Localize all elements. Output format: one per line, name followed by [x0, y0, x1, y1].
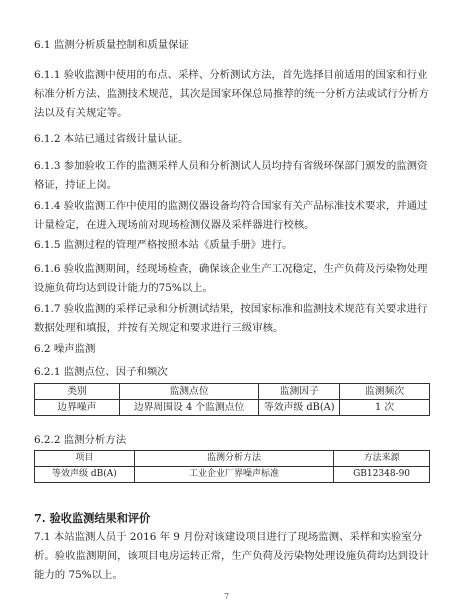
analysis-method-table — [34, 450, 430, 483]
paragraph-6-1-3: 6.1.3 参加验收工作的监测采样人员和分析测试人员均持有省级环保部门颁发的监测资格证，持证上岗。 — [34, 160, 428, 191]
section-6-1-title: 6.1 监测分析质量控制和质量保证 — [34, 39, 189, 51]
section-6-2-title: 6.2 噪声监测 — [34, 343, 96, 355]
paragraph-6-1-4: 6.1.4 验收监测工作中使用的监测仪器设备均符合国家有关产品标准技术要求，并通过计量检定，在进入现场前对现场检测仪器及采样器进行校核。 — [34, 200, 428, 231]
table-cell: 等效声级 dB(A) — [259, 400, 340, 416]
monitoring-points-table — [34, 383, 430, 416]
table-header-row — [35, 384, 430, 400]
paragraph-6-1-7: 6.1.7 验收监测的采样记录和分析测试结果，按国家标准和监测技术规范有关要求进行数据处理和填报，并按有关规定和要求进行三级审核。 — [34, 303, 428, 334]
paragraph-6-1-6: 6.1.6 验收监测期间，经现场检查，确保该企业生产工况稳定，生产负荷及污染物处理设施负荷均达到设计能力的75%以上。 — [34, 263, 428, 294]
table-cell: 1 次 — [340, 400, 430, 416]
table-row — [35, 467, 430, 483]
paragraph-6-1-5: 6.1.5 监测过程的管理严格按照本站《质量手册》进行。 — [34, 239, 293, 251]
section-7-title: 7. 验收监测结果和评价 — [34, 511, 151, 525]
section-6-2-1-title: 6.2.1 监测点位、因子和频次 — [34, 366, 168, 378]
table-cell: 边界周围设 4 个监测点位 — [119, 400, 259, 416]
table-header-cell: 类别 — [35, 384, 120, 400]
paragraph-7-1: 7.1 本站监测人员于 2016 年 9 月份对该建设项目进行了现场监测、采样和实验室分析。验收监测期间，该项目电房运转正常，生产负荷及污染物处理设施负荷均达到设计能力的 75%以上。 — [34, 531, 429, 581]
table-header-cell: 监测点位 — [119, 384, 259, 400]
page-number: 7 — [224, 592, 230, 601]
table-header-cell: 方法来源 — [334, 451, 430, 467]
paragraph-6-1-2: 6.1.2 本站已通过省级计量认证。 — [34, 133, 189, 145]
table-cell: 工业企业厂界噪声标准 — [134, 467, 333, 483]
table-cell: GB12348-90 — [334, 467, 430, 483]
table-header-row — [35, 451, 430, 467]
table-header-cell: 项目 — [35, 451, 135, 467]
table-header-cell: 监测频次 — [340, 384, 430, 400]
paragraph-6-1-1: 6.1.1 验收监测中使用的布点、采样、分析测试方法，首先选择目前适用的国家和行业标准分析方法、监测技术规范，其次是国家环保总局推荐的统一分析方法或试行分析方法以及有关规定等。 — [34, 69, 429, 119]
table-row — [35, 400, 430, 416]
table-header-cell: 监测分析方法 — [134, 451, 333, 467]
table-cell: 边界噪声 — [35, 400, 120, 416]
table-cell: 等效声级 dB(A) — [35, 467, 135, 483]
section-6-2-2-title: 6.2.2 监测分析方法 — [34, 434, 127, 446]
table-header-cell: 监测因子 — [259, 384, 340, 400]
